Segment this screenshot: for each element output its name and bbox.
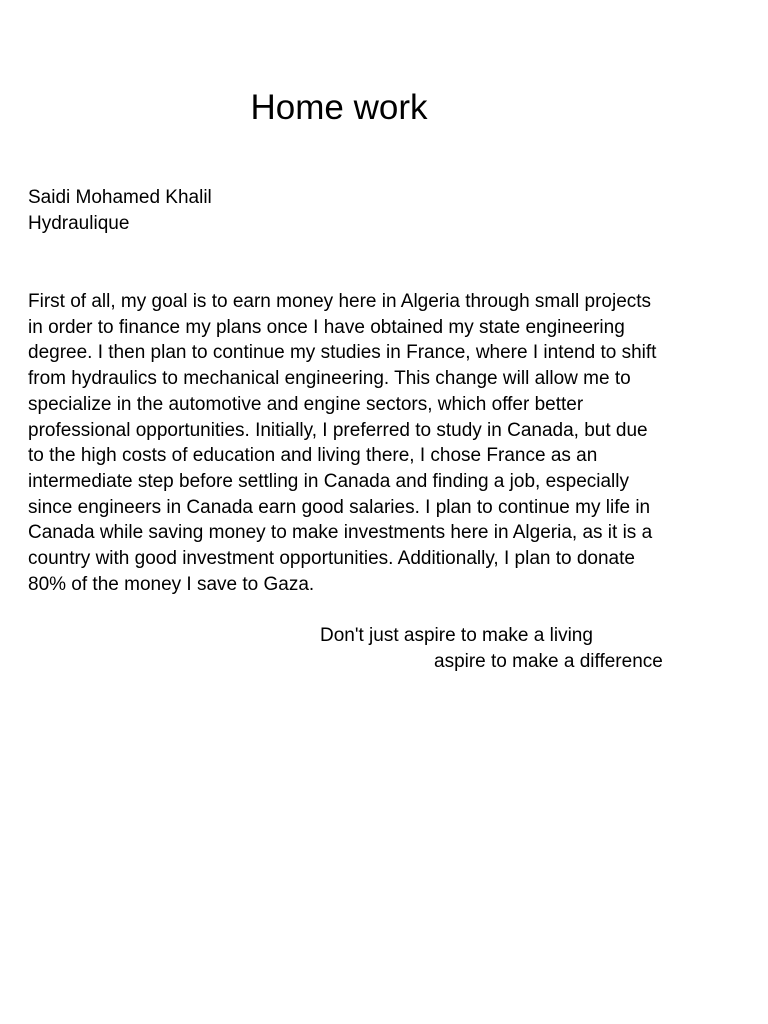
essay-line: intermediate step before settling in Canada and finding a job, especially bbox=[28, 470, 629, 492]
essay-paragraph bbox=[28, 289, 748, 597]
author-name: Saidi Mohamed Khalil bbox=[28, 187, 212, 208]
essay-line: since engineers in Canada earn good salaries. I plan to continue my life in bbox=[28, 496, 651, 518]
essay-line: from hydraulics to mechanical engineering. This change will allow me to bbox=[28, 368, 631, 390]
author-field: Hydraulique bbox=[28, 213, 130, 234]
quote-line-2: aspire to make a difference bbox=[434, 651, 663, 672]
essay-line: to the high costs of education and living there, I chose France as an bbox=[28, 445, 598, 467]
essay-line: 80% of the money I save to Gaza. bbox=[28, 573, 315, 595]
closing-quote bbox=[0, 623, 768, 675]
author-block bbox=[28, 185, 212, 237]
essay-line: Canada while saving money to make investments here in Algeria, as it is a bbox=[28, 522, 653, 544]
essay-line: specialize in the automotive and engine sectors, which offer better bbox=[28, 393, 584, 415]
page-title: Home work bbox=[250, 88, 428, 127]
essay-line: professional opportunities. Initially, I preferred to study in Canada, but due bbox=[28, 419, 648, 441]
essay-line: First of all, my goal is to earn money here in Algeria through small projects bbox=[28, 291, 652, 312]
essay-line: country with good investment opportunities. Additionally, I plan to donate bbox=[28, 548, 635, 570]
essay-line: in order to finance my plans once I have obtained my state engineering bbox=[28, 316, 625, 338]
essay-line: degree. I then plan to continue my studies in France, where I intend to shift bbox=[28, 342, 657, 364]
quote-line-1: Don't just aspire to make a living bbox=[320, 625, 593, 646]
